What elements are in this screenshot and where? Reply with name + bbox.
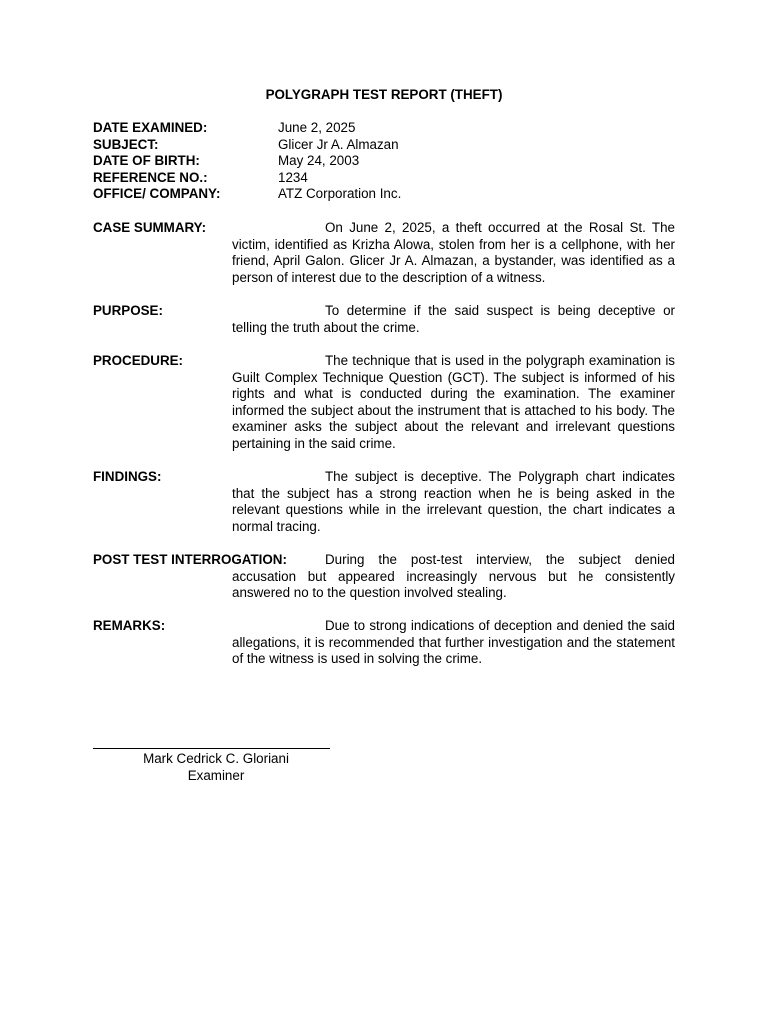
section-label: CASE SUMMARY:: [93, 220, 207, 235]
section-label: POST TEST INTERROGATION:: [93, 552, 287, 567]
info-label: REFERENCE NO.:: [93, 169, 208, 185]
section-procedure: [93, 353, 675, 453]
info-row-date-examined: [93, 120, 401, 137]
info-row-office-company: [93, 186, 401, 203]
info-value: May 24, 2003: [278, 153, 360, 169]
section-text: During the post-test interview, the subject denied accusation but appeared increasingly nervous but he consistently answered no to the question involved stealing.: [232, 552, 675, 601]
section-text: The subject is deceptive. The Polygraph chart indicates that the subject has a strong reaction when he is being asked in the relevant questions while in the irrelevant question, the chart indicates a normal tracing.: [232, 469, 675, 534]
section-label: PURPOSE:: [93, 303, 163, 318]
section-text: To determine if the said suspect is being deceptive or telling the truth about the crime.: [232, 303, 675, 335]
report-title: POLYGRAPH TEST REPORT (THEFT): [265, 87, 503, 102]
info-row-reference-no: [93, 170, 401, 187]
info-label: OFFICE/ COMPANY:: [93, 186, 221, 202]
section-findings: [93, 469, 675, 535]
examiner-name: Mark Cedrick C. Gloriani: [143, 751, 289, 766]
section-label: PROCEDURE:: [93, 353, 184, 368]
section-text: Due to strong indications of deception and denied the said allegations, it is recommended that further investigation and the statement of the witness is used in solving the crime.: [232, 618, 675, 667]
section-text: The technique that is used in the polygraph examination is Guilt Complex Technique Question (GCT). The subject is informed of his rights and what is conducted during the examination. The examiner informed the subject about the instrument that is attached to his body. The examiner asks the subject about the relevant and irrelevant questions pertaining in the said crime.: [232, 353, 675, 451]
section-purpose: [93, 303, 675, 336]
info-label: DATE OF BIRTH:: [93, 153, 200, 169]
info-value: ATZ Corporation Inc.: [278, 186, 402, 202]
signature-line: [93, 748, 330, 749]
info-value: Glicer Jr A. Almazan: [278, 136, 399, 152]
info-row-date-of-birth: [93, 153, 401, 170]
section-remarks: [93, 618, 675, 668]
info-value: June 2, 2025: [278, 120, 356, 135]
section-label: REMARKS:: [93, 618, 166, 633]
info-row-subject: [93, 137, 401, 154]
examiner-role: Examiner: [187, 768, 245, 783]
section-text: On June 2, 2025, a theft occurred at the Rosal St. The victim, identified as Krizha Alowa, stolen from her is a cellphone, with her friend, April Galon. Glicer Jr A. Almazan, a bystander, was identified as a person of interest due to the description of a witness.: [232, 220, 675, 285]
section-label: FINDINGS:: [93, 469, 162, 484]
section-post-test-interrogation: [93, 552, 675, 602]
info-label: DATE EXAMINED:: [93, 120, 208, 135]
info-value: 1234: [278, 169, 308, 185]
info-label: SUBJECT:: [93, 136, 159, 152]
section-case-summary: [93, 220, 675, 286]
info-block: [93, 120, 401, 203]
